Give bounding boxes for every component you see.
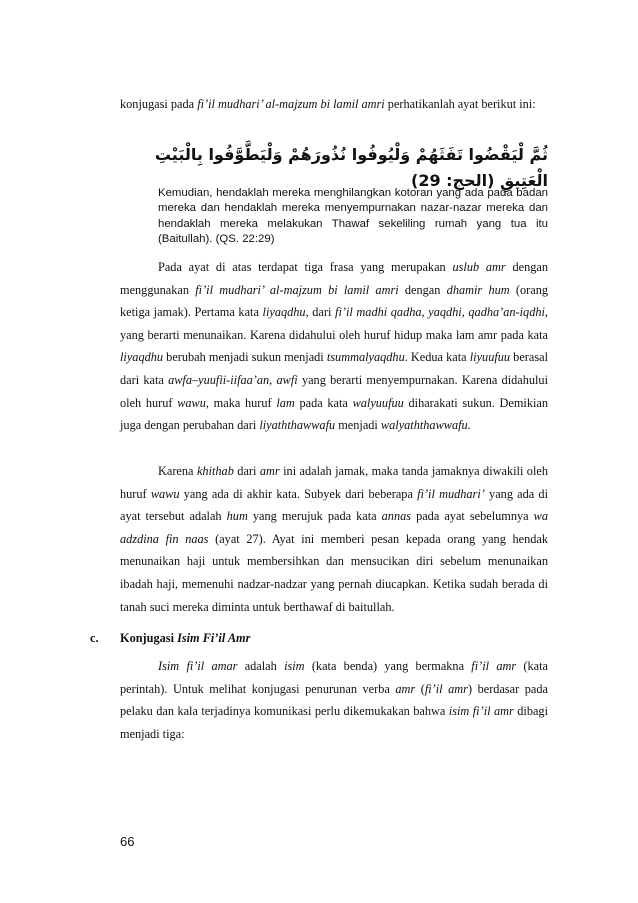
text: dari xyxy=(308,305,336,320)
term: wawu xyxy=(177,395,206,410)
explanation-paragraph-3 xyxy=(120,655,548,745)
term: tsummalyaqdhu xyxy=(326,350,405,365)
text: dibagi menjadi tiga: xyxy=(120,704,548,741)
term: fi’il mudhari’ xyxy=(417,486,485,501)
text: , maka huruf xyxy=(205,395,277,410)
term: fi’il amr xyxy=(424,681,468,696)
text: (orang ketiga jamak). Pertama kata xyxy=(120,282,548,320)
text: pada kata xyxy=(294,395,353,410)
intro-term: fi’il mudhari’ al-majzum bi lamil amri xyxy=(197,97,385,111)
heading-letter: c. xyxy=(90,631,99,645)
text: Karena xyxy=(158,464,197,478)
text: ) berdasar pada pelaku dan kala terjadinya komunikasi perlu dikemukakan bahwa xyxy=(120,681,548,719)
term: amr xyxy=(395,681,416,696)
term: walyaththawwafu. xyxy=(380,418,471,433)
text: dengan menggunakan xyxy=(120,260,548,297)
term: isim fi’il amr xyxy=(448,704,514,719)
text: dengan xyxy=(398,282,447,297)
text: berasal dari kata xyxy=(120,350,548,387)
text: menjadi xyxy=(335,418,381,433)
term: walyuufuu xyxy=(352,395,404,410)
text: yang berarti menyempurnakan. Karena didahului oleh huruf xyxy=(120,372,549,410)
term: isim xyxy=(284,659,305,673)
text: Pada ayat di atas terdapat tiga frasa yang merupakan xyxy=(158,260,453,274)
term: wawu xyxy=(150,486,180,501)
text: ( xyxy=(415,681,425,696)
text: yang ada di ayat tersebut adalah xyxy=(120,486,548,524)
text: adalah xyxy=(237,659,285,673)
text: pada ayat sebelumnya xyxy=(411,509,534,524)
text: yang berarti menunaikan. Karena didahului oleh huruf hidup maka lam amr pada kata xyxy=(120,327,548,342)
heading-text: Konjugasi xyxy=(120,631,178,645)
text: dari xyxy=(233,464,260,478)
intro-paragraph xyxy=(120,93,548,115)
text: (ayat 27). Ayat ini memberi pesan kepada orang yang hendak menunaikan haji untuk membersihkan dan mensucikan diri sebelum menunaikan ibadah haji, memenuhi nadzar-nadzar yang pernah diucapkan. Ketika sudah berada di tanah suci mereka diminta untuk berthawaf di baitullah. xyxy=(120,531,549,614)
quran-verse-arabic: ثُمَّ لْيَقْضُوا تَفَثَهُمْ وَلْيُوفُوا نُذُورَهُمْ وَلْيَطَّوَّفُوا بِالْبَيْتِ الْعَتِيقِ (الحج: 29) xyxy=(154,145,548,190)
term: liyuufuu xyxy=(469,350,511,365)
text: . Kedua kata xyxy=(404,350,470,365)
term: dhamir hum xyxy=(446,282,510,297)
term: awfa–yuufii-iifaa’an, xyxy=(168,372,273,387)
term: fi’il madhi qadha, yaqdhi, qadha’an-iqdhi, xyxy=(335,305,548,320)
text: (kata benda) yang bermakna xyxy=(304,659,472,673)
heading-term: Isim Fi’il Amr xyxy=(177,631,251,645)
page-number: 66 xyxy=(120,834,135,849)
term: fi’il mudhari’ al-majzum bi lamil amri xyxy=(195,282,399,297)
term: uslub amr xyxy=(452,260,506,274)
intro-text: perhatikanlah ayat berikut ini: xyxy=(384,97,536,111)
term: lam xyxy=(276,395,295,410)
explanation-paragraph-2 xyxy=(120,460,548,618)
term: liyaththawwafu xyxy=(259,418,336,433)
verse-translation: Kemudian, hendaklah mereka menghilangkan kotoran yang ada pada badan mereka dan hendaklah mereka menyempurnakan nazar-nazar mereka dan hendaklah mereka melakukan Thawaf sekeliling rumah yang tua itu (Baitullah). (QS. 22:29) xyxy=(158,187,548,246)
term: fi’il amr xyxy=(471,659,517,673)
term: awfi xyxy=(276,372,298,387)
section-heading-c xyxy=(90,631,250,646)
term: amr xyxy=(259,464,280,478)
text: berubah menjadi sukun menjadi xyxy=(163,350,327,365)
intro-text: konjugasi pada xyxy=(120,97,198,111)
term: Isim fi’il amar xyxy=(158,659,238,673)
text: ini adalah jamak, maka tanda jamaknya diwakili oleh huruf xyxy=(120,464,548,501)
term: liyaqdhu, xyxy=(262,305,309,320)
text: yang merujuk pada kata xyxy=(247,509,382,524)
text: yang ada di akhir kata. Subyek dari beberapa xyxy=(179,486,418,501)
explanation-paragraph-1 xyxy=(120,256,548,437)
text: (kata perintah). Untuk melihat konjugasi penurunan verba xyxy=(120,659,548,696)
term: annas xyxy=(381,509,412,524)
text: diharakati sukun. Demikian juga dengan perubahan dari xyxy=(120,395,548,433)
term: khithab xyxy=(196,464,234,478)
term: hum xyxy=(226,509,248,524)
term: wa adzdina fin naas xyxy=(120,509,549,546)
term: liyaqdhu xyxy=(120,350,164,365)
